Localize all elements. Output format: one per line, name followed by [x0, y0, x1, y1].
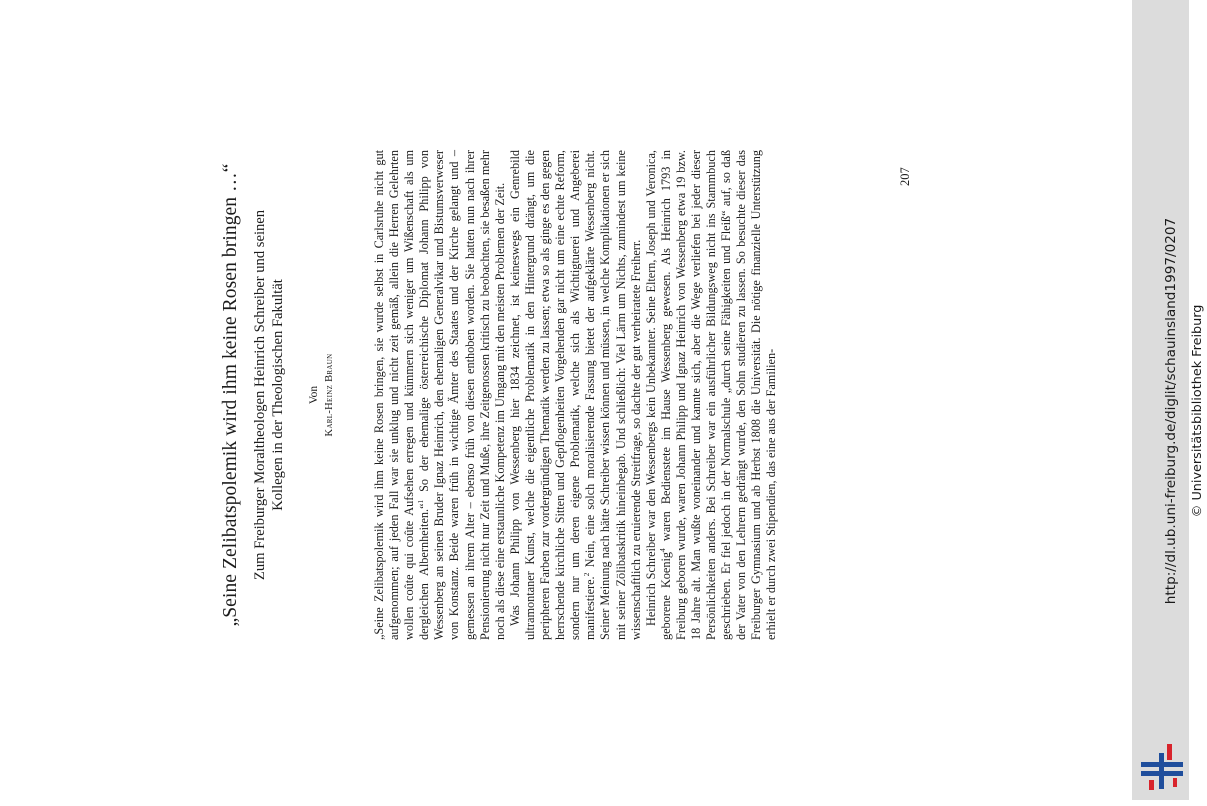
author-name: Karl-Heinz Braun [324, 353, 335, 437]
footnote-ref-4: 4 [657, 548, 667, 552]
paragraph-3 [644, 150, 780, 640]
paragraph-3-tail: waren Bedienstete im Hause Wessenberg gewesen. Als Heinrich 1793 in Freiburg geboren wurde, waren Johann Philipp und Ignaz Heinrich von Wessenberg etwa 19 bzw. 18 Jahre alt. Man wußte voneinander und kannte sich, aber die Wege verliefen bei jeder dieser Persönlichkeiten anders. Bei Schreiber war ein ausführlicher Bildungsweg nicht ins Stammbuch geschrieben. Er fiel jedoch in der Normalschule „durch seine Fähigkeiten und Fleiß“ auf, so daß der Vater von den Lehrern gedrängt wurde, den Sohn studieren zu lassen. So besuchte dieser das Freiburger Gymnasium und ab Herbst 1808 die Universität. Die nötige finanzielle Unterstützung erhielt er durch zwei Stipendien, das eine aus der Familien- [658, 150, 779, 640]
footnote-ref-1: 1 [416, 499, 426, 504]
source-url[interactable]: http://dl.ub.uni-freiburg.de/diglit/schauinsland1997/0207 [1163, 217, 1179, 605]
article-subtitle-line1: Zum Freiburger Moraltheologen Heinrich Schreiber und seinen [252, 209, 268, 581]
article-subtitle-line2: Kollegen in der Theologischen Fakultät [270, 279, 286, 511]
logo-red-bar [1173, 778, 1177, 787]
logo-blue-stem [1159, 753, 1164, 789]
rotated-article [218, 150, 918, 640]
logo-red-bar [1167, 744, 1172, 760]
article-body [372, 150, 780, 640]
footnote-ref-2: 2 [582, 572, 592, 577]
page-number: 207 [898, 167, 912, 186]
paragraph-2-text: Was Johann Philipp von Wessenberg hier 1834 zeichnet, ist keineswegs ein Genrebild ultramontaner Kunst, welche die eigentliche Problematik in den Hintergrund drängt, um die peripheren Farben zur vordergründigen Thematik werden zu lassen; etwa so als ginge es den gegen herrschende kirchliche Sitten und Gepflogenheiten Vorgehenden gar nicht um eine echte Reform, sondern nur um deren eigene Problematik, welche sich als Wichtigtuerei und Angeberei manifestiere. [507, 150, 598, 640]
paragraph-1 [372, 150, 508, 640]
article-title: „Seine Zelibatspolemik wird ihm keine Rosen bringen …“ [220, 163, 241, 627]
paragraph-2-tail: Nein, eine solch moralisierende Fassung bietet der aufgeklärte Wessenberg nicht. Seiner Meinung nach hätte Schreiber wissen können und müssen, in welche Komplikationen er sich mit seiner Zölibatskritik hineinbegab. Und schließlich: Viel Lärm um Nichts, zumindest um keine wissenschaftlich zu eruierende Streitfrage, so dachte der gut verheiratete Freiherr. [583, 150, 643, 640]
copyright-notice: © Universitätsbibliothek Freiburg [1190, 304, 1205, 518]
paragraph-1-tail: So der ehemalige österreichische Diplomat Johann Philipp von Wessenberg an seinen Bruder Ignaz Heinrich, den ehemaligen Generalvikar und Bistumsverweser von Konstanz. Beide waren früh in wichtige Ämter des Staates und der Kirche gelangt und – gemessen an ihrem Alter – ebenso früh von diesen enthoben worden. Sie hatten nun nach ihrer Pensionierung nicht nur Zeit und Muße, ihre Zeitgenossen kritisch zu beobachten, sie besaßen mehr noch als diese eine erstaunliche Kompetenz im Umgang mit den meisten Problemen der Zeit. [417, 150, 507, 640]
paragraph-1-text: „Seine Zelibatspolemik wird ihm keine Rosen bringen, sie wurde selbst in Carlsruhe nicht gut aufgenommen; auf jeden Fall war sie unklug und nicht zeit gemäß, allein die Herren Gelehrten wollen coûte qui coûte Aufsehen erregen und kümmern sich weniger um Wißenschaft als um dergleichen Albernheiten.“ [372, 150, 432, 640]
library-sidebar [1132, 0, 1205, 800]
ub-freiburg-logo-icon [1141, 744, 1183, 790]
paragraph-2 [508, 150, 644, 640]
paragraph-3-text: Heinrich Schreiber war den Wessenbergs kein Unbekannter. Seine Eltern, Joseph und Veronica, geborene Koenig [643, 150, 673, 640]
byline-von: Von [308, 385, 320, 405]
logo-red-bar [1149, 780, 1154, 790]
